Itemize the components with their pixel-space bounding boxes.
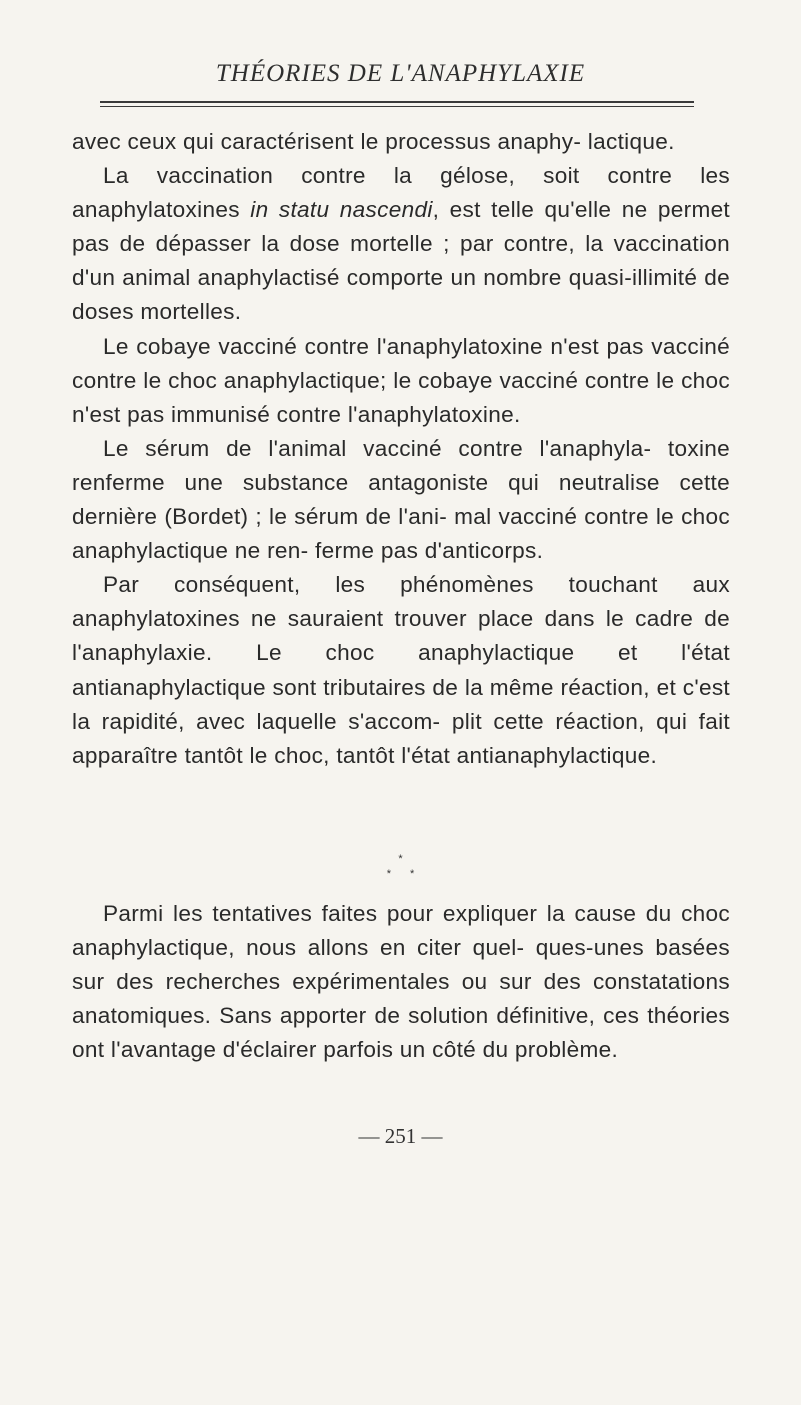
paragraph-4: Le sérum de l'animal vacciné contre l'anaphyla- toxine renferme une substance antagoniste qui neutralise cette dernière (Bordet) ; le sérum de l'ani- mal vacciné contre le choc anaphylactique ne ren- ferme pas d'anticorps.	[72, 435, 730, 564]
paragraph-2	[72, 159, 730, 329]
latin-phrase: in statu nascendi	[250, 197, 433, 223]
paragraph-2-start: La vaccination contre la gélose, soit contre les anaphylatoxines	[72, 163, 730, 223]
paragraph-5: Par conséquent, les phénomènes touchant aux anaphylatoxines ne sauraient trouver place dans le cadre de l'anaphylaxie. Le choc anaphylactique et l'état antianaphylactique sont tributaires de la même réaction, et c'est la rapidité, avec laquelle s'accom- plit cette réaction, qui fait apparaître tantôt le choc, tantôt l'état antianaphylactique.	[72, 572, 730, 768]
section-separator-top: *	[398, 853, 403, 865]
header-rule-thick	[100, 101, 694, 103]
paragraph-3: Le cobaye vacciné contre l'anaphylatoxine n'est pas vacciné contre le choc anaphylactique; le cobaye vacciné contre le choc n'est pas immunisé contre l'anaphylatoxine.	[72, 333, 730, 427]
paragraph-1: avec ceux qui caractérisent le processus anaphy- lactique.	[72, 129, 675, 154]
body-text-lower	[72, 897, 730, 1067]
paragraph-6: Parmi les tentatives faites pour expliquer la cause du choc anaphylactique, nous allons en citer quel- ques-unes basées sur des recherches expérimentales ou sur des constatations anatomiques. Sans apporter de solution définitive, ces théories ont l'avantage d'éclairer parfois un côté du problème.	[72, 901, 730, 1063]
header-rule-thin	[100, 106, 694, 107]
paragraph-2-end: , est telle qu'elle ne permet pas de dépasser la dose mortelle ; par contre, la vaccination d'un animal anaphylactisé comporte un nombre quasi-illimité de doses mortelles.	[72, 197, 731, 325]
body-text-upper	[72, 125, 730, 773]
page-number: — 251 —	[358, 1124, 443, 1148]
section-separator-bottom: * *	[386, 868, 423, 880]
running-head: THÉORIES DE L'ANAPHYLAXIE	[215, 60, 586, 87]
